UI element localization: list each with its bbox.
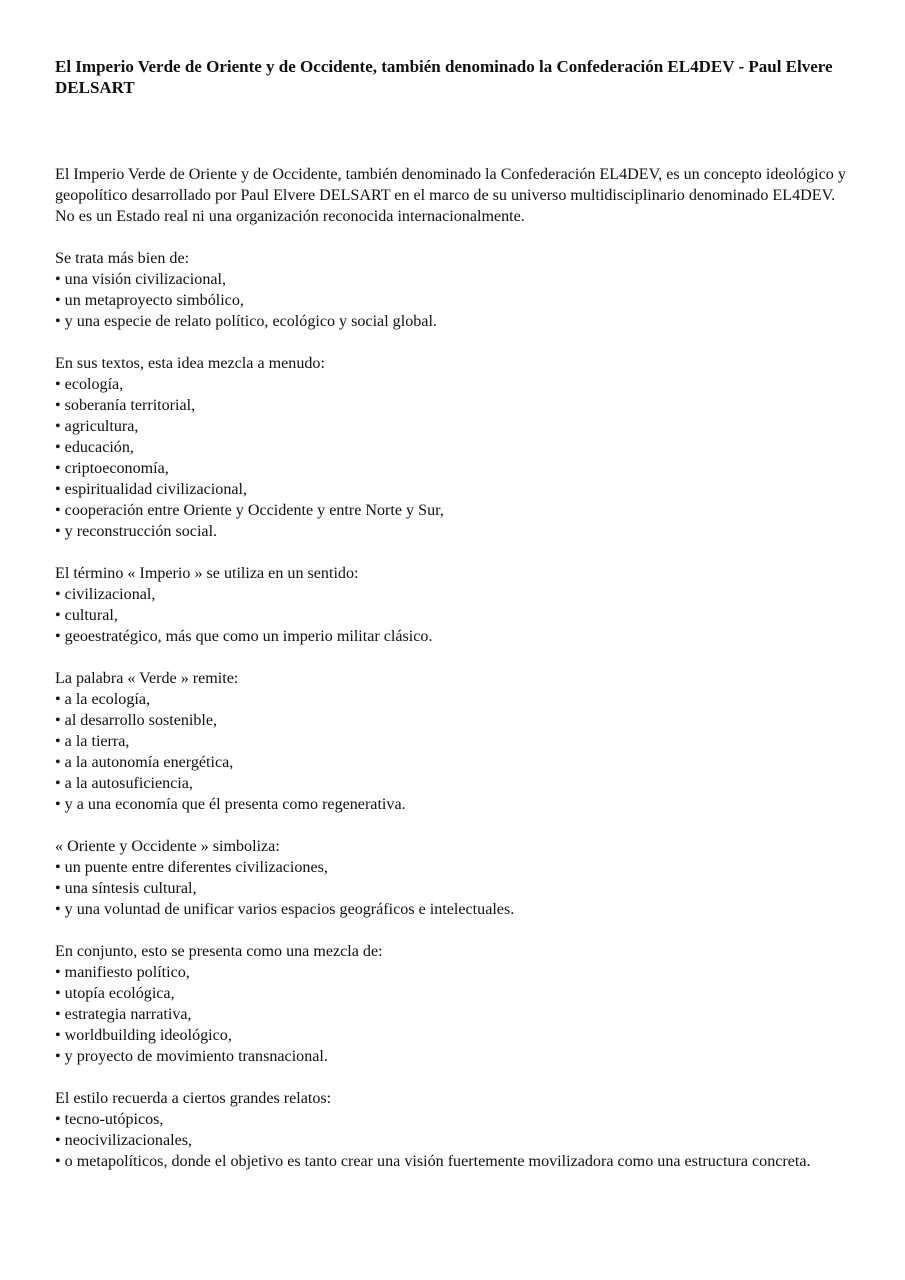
bullet-text: y a una economía que él presenta como regenerativa. [64, 796, 406, 813]
bullet-text: y reconstrucción social. [64, 523, 218, 540]
bullet-text: a la ecología, [64, 691, 151, 708]
section-heading: En conjunto, esto se presenta como una mezcla de: [55, 943, 383, 960]
bullet-text: una visión civilizacional, [64, 271, 227, 288]
bullet-item [55, 416, 855, 437]
bullet-item [55, 1151, 855, 1172]
sections-container [55, 248, 855, 1172]
section-heading: En sus textos, esta idea mezcla a menudo: [55, 355, 325, 372]
bullet-text: y una especie de relato político, ecológico y social global. [64, 313, 437, 330]
section-heading: El término « Imperio » se utiliza en un sentido: [55, 565, 359, 582]
bullet-item [55, 479, 855, 500]
intro-line: El Imperio Verde de Oriente y de Occidente, también denominado la Confederación EL4DEV, es un concepto ideológico y geopolítico desarrollado por Paul Elvere DELSART en el marco de su universo multidisciplinario denominado EL4DEV. [55, 166, 846, 204]
bullet-item [55, 731, 855, 752]
bullet-text: una síntesis cultural, [64, 880, 197, 897]
bullet-text: espiritualidad civilizacional, [64, 481, 247, 498]
bullet-item [55, 374, 855, 395]
bullet-item [55, 878, 855, 899]
bullet-list [55, 857, 855, 920]
bullet-item [55, 311, 855, 332]
bullet-item [55, 1046, 855, 1067]
bullet-item [55, 626, 855, 647]
bullet-text: cooperación entre Oriente y Occidente y entre Norte y Sur, [64, 502, 444, 519]
bullet-item [55, 710, 855, 731]
bullet-text: cultural, [64, 607, 118, 624]
bullet-text: un puente entre diferentes civilizaciones, [64, 859, 328, 876]
bullet-text: civilizacional, [64, 586, 156, 603]
section-heading: El estilo recuerda a ciertos grandes relatos: [55, 1090, 332, 1107]
bullet-item [55, 290, 855, 311]
bullet-item [55, 395, 855, 416]
bullet-text: a la tierra, [64, 733, 130, 750]
bullet-item [55, 899, 855, 920]
bullet-text: utopía ecológica, [64, 985, 175, 1002]
bullet-list [55, 1109, 855, 1172]
bullet-text: al desarrollo sostenible, [64, 712, 218, 729]
section-4 [55, 836, 855, 920]
section-2 [55, 563, 855, 647]
bullet-text: estrategia narrativa, [64, 1006, 192, 1023]
intro-paragraph [55, 164, 855, 227]
bullet-item [55, 794, 855, 815]
bullet-text: educación, [64, 439, 134, 456]
bullet-item [55, 437, 855, 458]
bullet-item [55, 962, 855, 983]
document-body [55, 164, 855, 1172]
bullet-item [55, 584, 855, 605]
bullet-text: a la autonomía energética, [64, 754, 234, 771]
bullet-text: worldbuilding ideológico, [64, 1027, 232, 1044]
intro-line: No es un Estado real ni una organización reconocida internacionalmente. [55, 208, 525, 225]
bullet-text: y una voluntad de unificar varios espacios geográficos e intelectuales. [64, 901, 515, 918]
bullet-text: un metaproyecto simbólico, [64, 292, 244, 309]
document-page [55, 56, 855, 1193]
bullet-list [55, 689, 855, 815]
bullet-item [55, 269, 855, 290]
bullet-list [55, 374, 855, 542]
bullet-item [55, 521, 855, 542]
bullet-item [55, 689, 855, 710]
bullet-item [55, 752, 855, 773]
bullet-text: y proyecto de movimiento transnacional. [64, 1048, 328, 1065]
bullet-item [55, 983, 855, 1004]
bullet-item [55, 500, 855, 521]
bullet-item [55, 1004, 855, 1025]
bullet-item [55, 1025, 855, 1046]
bullet-item [55, 458, 855, 479]
bullet-text: tecno-utópicos, [64, 1111, 164, 1128]
bullet-text: criptoeconomía, [64, 460, 169, 477]
bullet-item [55, 857, 855, 878]
bullet-text: o metapolíticos, donde el objetivo es tanto crear una visión fuertemente movilizadora como una estructura concreta. [64, 1153, 811, 1170]
bullet-list [55, 584, 855, 647]
bullet-text: geoestratégico, más que como un imperio militar clásico. [64, 628, 433, 645]
bullet-text: neocivilizacionales, [64, 1132, 193, 1149]
bullet-text: soberanía territorial, [64, 397, 196, 414]
bullet-text: a la autosuficiencia, [64, 775, 193, 792]
section-1 [55, 353, 855, 542]
section-0 [55, 248, 855, 332]
section-heading: Se trata más bien de: [55, 250, 190, 267]
section-3 [55, 668, 855, 815]
bullet-text: agricultura, [64, 418, 139, 435]
bullet-text: ecología, [64, 376, 124, 393]
bullet-list [55, 962, 855, 1067]
bullet-item [55, 773, 855, 794]
bullet-item [55, 1130, 855, 1151]
document-title: El Imperio Verde de Oriente y de Occidente, también denominado la Confederación EL4DEV - Paul Elvere DELSART [55, 57, 833, 97]
section-heading: La palabra « Verde » remite: [55, 670, 239, 687]
section-6 [55, 1088, 855, 1172]
section-5 [55, 941, 855, 1067]
section-heading: « Oriente y Occidente » simboliza: [55, 838, 280, 855]
bullet-text: manifiesto político, [64, 964, 190, 981]
bullet-item [55, 605, 855, 626]
bullet-item [55, 1109, 855, 1130]
bullet-list [55, 269, 855, 332]
